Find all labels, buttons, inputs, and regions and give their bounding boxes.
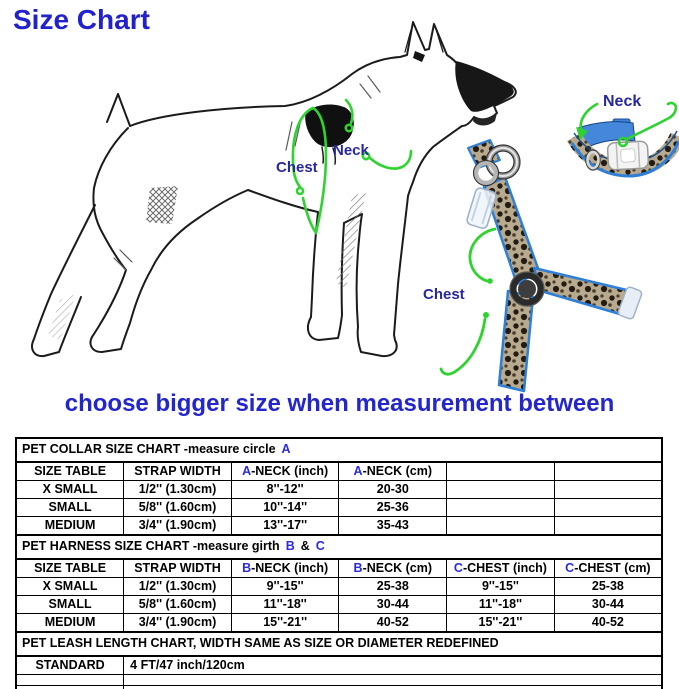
header-mark: B <box>242 560 252 575</box>
collar-neck-label: Neck <box>603 93 642 110</box>
table-cell: 1/2'' (1.30cm) <box>124 578 232 596</box>
chest-girth-arc <box>303 198 316 233</box>
leash-empty-row <box>16 686 662 689</box>
table-header-cell <box>447 559 555 578</box>
harness-header-row <box>16 559 662 578</box>
table-cell <box>124 675 662 686</box>
header-text: STRAP WIDTH <box>134 463 221 478</box>
table-cell: 13''-17'' <box>231 517 339 536</box>
harness-section-title <box>16 535 662 559</box>
table-cell: SMALL <box>16 596 124 614</box>
table-cell: 20-30 <box>339 481 447 499</box>
table-cell: 40-52 <box>339 614 447 633</box>
table-cell: 5/8'' (1.60cm) <box>124 596 232 614</box>
table-cell: SMALL <box>16 499 124 517</box>
table-cell: 30-44 <box>554 596 662 614</box>
table-header-cell <box>16 559 124 578</box>
size-table <box>15 437 663 689</box>
table-cell <box>16 686 124 689</box>
table-header-cell <box>124 559 232 578</box>
collar-section-title-row <box>16 438 662 462</box>
header-text: -NECK (cm) <box>362 560 433 575</box>
collar-row-xsmall <box>16 481 662 499</box>
table-cell: 11''-18'' <box>231 596 339 614</box>
harness-photo <box>441 140 643 391</box>
collar-title-mark: A <box>281 442 291 457</box>
leash-section-title-row <box>16 632 662 656</box>
table-cell <box>554 499 662 517</box>
table-header-cell <box>447 462 555 481</box>
table-cell: 8''-12'' <box>231 481 339 499</box>
table-header-cell <box>231 462 339 481</box>
header-mark: A <box>242 463 252 478</box>
header-text: -NECK (inch) <box>251 560 329 575</box>
table-cell: 11''-18'' <box>447 596 555 614</box>
leash-section-title: PET LEASH LENGTH CHART, WIDTH SAME AS SIZE OR DIAMETER REDEFINED <box>16 632 662 656</box>
harness-title-mark-b: B <box>285 539 295 554</box>
header-text: -NECK (cm) <box>362 463 433 478</box>
header-mark: C <box>453 560 463 575</box>
dog-chest-label: Chest <box>276 159 318 176</box>
header-text: -CHEST (cm) <box>574 560 651 575</box>
harness-center-ring <box>518 280 536 298</box>
table-cell <box>554 481 662 499</box>
table-cell <box>554 517 662 536</box>
slogan-text: choose bigger size when measurement between <box>64 390 615 417</box>
table-cell: 25-38 <box>339 578 447 596</box>
collar-buckle <box>607 141 648 170</box>
table-cell: 1/2'' (1.30cm) <box>124 481 232 499</box>
table-cell <box>124 686 662 689</box>
table-header-cell <box>16 462 124 481</box>
table-cell: 15''-21'' <box>231 614 339 633</box>
header-mark: B <box>353 560 363 575</box>
collar-header-row <box>16 462 662 481</box>
collar-row-medium <box>16 517 662 536</box>
table-cell: 3/4'' (1.90cm) <box>124 614 232 633</box>
harness-title-text: PET HARNESS SIZE CHART -measure girth <box>22 539 280 554</box>
harness-title-mark-c: C <box>315 539 325 554</box>
dog-neck-label: Neck <box>333 142 369 159</box>
table-header-cell <box>124 462 232 481</box>
table-cell <box>447 481 555 499</box>
collar-section-title <box>16 438 662 462</box>
table-cell: 30-44 <box>339 596 447 614</box>
table-cell: MEDIUM <box>16 517 124 536</box>
table-cell <box>16 675 124 686</box>
leash-row-standard <box>16 656 662 675</box>
header-text: SIZE TABLE <box>34 560 107 575</box>
harness-row-medium <box>16 614 662 633</box>
header-text: -CHEST (inch) <box>462 560 547 575</box>
header-text: STRAP WIDTH <box>134 560 221 575</box>
harness-row-xsmall <box>16 578 662 596</box>
header-text: -NECK (inch) <box>251 463 329 478</box>
table-cell: 40-52 <box>554 614 662 633</box>
table-header-cell <box>554 559 662 578</box>
table-cell: X SMALL <box>16 578 124 596</box>
table-header-cell <box>339 462 447 481</box>
harness-row-small <box>16 596 662 614</box>
table-cell: 35-43 <box>339 517 447 536</box>
table-cell <box>447 499 555 517</box>
table-cell: 10''-14'' <box>231 499 339 517</box>
harness-clear-buckle <box>466 187 497 229</box>
table-header-cell <box>339 559 447 578</box>
harness-title-amp: & <box>300 539 310 554</box>
harness-section-title-row <box>16 535 662 559</box>
table-cell: STANDARD <box>16 656 124 675</box>
leash-empty-row <box>16 675 662 686</box>
table-cell: 25-38 <box>554 578 662 596</box>
table-cell: 9''-15'' <box>231 578 339 596</box>
neck-girth-arc <box>370 151 411 169</box>
table-cell <box>447 517 555 536</box>
header-text: SIZE TABLE <box>34 463 107 478</box>
page-title: Size Chart <box>13 4 150 35</box>
collar-title-text: PET COLLAR SIZE CHART -measure circle <box>22 442 276 457</box>
header-mark: C <box>565 560 575 575</box>
table-cell: 9''-15'' <box>447 578 555 596</box>
table-cell: X SMALL <box>16 481 124 499</box>
table-cell: 4 FT/47 inch/120cm <box>124 656 662 675</box>
collar-row-small <box>16 499 662 517</box>
table-cell: 5/8'' (1.60cm) <box>124 499 232 517</box>
table-header-cell <box>554 462 662 481</box>
header-mark: A <box>353 463 363 478</box>
table-cell: 15''-21'' <box>447 614 555 633</box>
table-header-cell <box>231 559 339 578</box>
table-cell: 3/4'' (1.90cm) <box>124 517 232 536</box>
dog-illustration <box>32 22 516 356</box>
collar-photo <box>572 103 679 176</box>
harness-chest-label: Chest <box>423 286 465 303</box>
table-cell: 25-36 <box>339 499 447 517</box>
table-cell: MEDIUM <box>16 614 124 633</box>
